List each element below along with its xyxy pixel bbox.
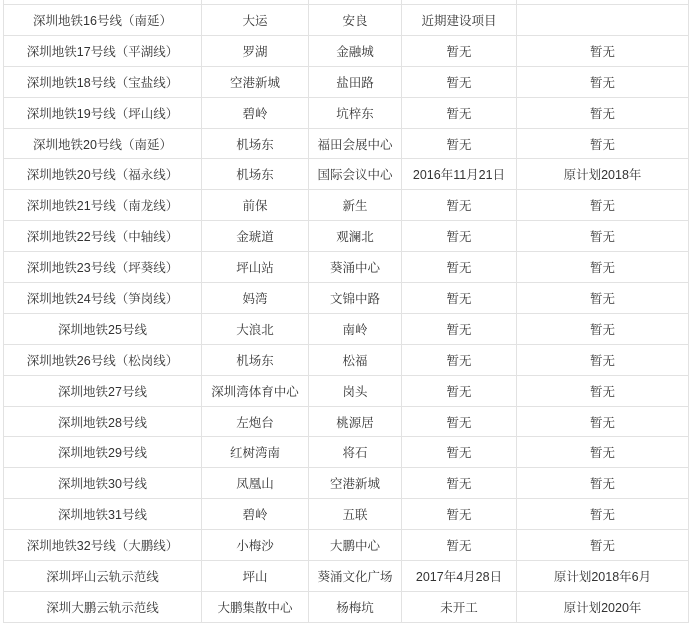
table-cell: 暂无 bbox=[517, 66, 689, 97]
table-row bbox=[4, 468, 689, 499]
table-cell: 暂无 bbox=[402, 468, 517, 499]
table-cell: 五联 bbox=[309, 499, 402, 530]
table-cell: 桃源居 bbox=[309, 406, 402, 437]
table-cell: 暂无 bbox=[517, 437, 689, 468]
table-cell: 大运 bbox=[202, 5, 309, 36]
table-cell: 暂无 bbox=[517, 128, 689, 159]
table-cell: 文锦中路 bbox=[309, 283, 402, 314]
table-cell: 罗湖 bbox=[202, 35, 309, 66]
table-row bbox=[4, 499, 689, 530]
table-cell: 深圳地铁22号线（中轴线） bbox=[4, 221, 202, 252]
table-row bbox=[4, 5, 689, 36]
table-cell: 深圳地铁18号线（宝盐线） bbox=[4, 66, 202, 97]
table-cell: 碧岭 bbox=[202, 97, 309, 128]
table-cell: 空港新城 bbox=[202, 66, 309, 97]
table-cell: 暂无 bbox=[517, 375, 689, 406]
table-cell: 暂无 bbox=[517, 313, 689, 344]
table-cell: 金琥道 bbox=[202, 221, 309, 252]
table-cell: 深圳地铁20号线（福永线） bbox=[4, 159, 202, 190]
table-cell: 暂无 bbox=[517, 406, 689, 437]
table-cell: 暂无 bbox=[402, 97, 517, 128]
table-cell: 深圳地铁24号线（笋岗线） bbox=[4, 283, 202, 314]
table-cell: 暂无 bbox=[402, 375, 517, 406]
table-cell: 暂无 bbox=[517, 283, 689, 314]
table-cell: 2016年11月21日 bbox=[402, 159, 517, 190]
table-cell: 暂无 bbox=[517, 252, 689, 283]
table-cell: 坑梓东 bbox=[309, 97, 402, 128]
table-cell: 观澜北 bbox=[309, 221, 402, 252]
table-cell: 碧岭 bbox=[202, 499, 309, 530]
table-row bbox=[4, 530, 689, 561]
table-cell: 国际会议中心 bbox=[309, 159, 402, 190]
table-cell: 暂无 bbox=[517, 530, 689, 561]
table-cell: 将石 bbox=[309, 437, 402, 468]
table-cell: 暂无 bbox=[402, 190, 517, 221]
table-cell bbox=[517, 5, 689, 36]
table-cell: 暂无 bbox=[517, 344, 689, 375]
table-row bbox=[4, 97, 689, 128]
table-cell: 杨梅坑 bbox=[309, 591, 402, 622]
table-cell: 深圳地铁20号线（南延） bbox=[4, 128, 202, 159]
table-cell: 暂无 bbox=[402, 128, 517, 159]
table-cell: 暂无 bbox=[402, 221, 517, 252]
table-cell: 暂无 bbox=[402, 499, 517, 530]
table-cell: 暂无 bbox=[402, 283, 517, 314]
table-cell: 深圳地铁21号线（南龙线） bbox=[4, 190, 202, 221]
table-cell: 2017年4月28日 bbox=[402, 561, 517, 592]
table-row bbox=[4, 313, 689, 344]
table-row bbox=[4, 344, 689, 375]
table-cell: 前保 bbox=[202, 190, 309, 221]
table-cell: 深圳地铁30号线 bbox=[4, 468, 202, 499]
table-row bbox=[4, 66, 689, 97]
table-cell: 小梅沙 bbox=[202, 530, 309, 561]
table-cell: 南岭 bbox=[309, 313, 402, 344]
table-cell: 深圳湾体育中心 bbox=[202, 375, 309, 406]
table-cell: 暂无 bbox=[517, 499, 689, 530]
table-cell: 原计划2018年6月 bbox=[517, 561, 689, 592]
table-row bbox=[4, 221, 689, 252]
table-cell: 暂无 bbox=[402, 252, 517, 283]
table-cell: 机场东 bbox=[202, 128, 309, 159]
table-cell: 深圳地铁19号线（坪山线） bbox=[4, 97, 202, 128]
table-cell: 暂无 bbox=[402, 437, 517, 468]
table-cell: 葵涌中心 bbox=[309, 252, 402, 283]
table-cell: 坪山 bbox=[202, 561, 309, 592]
table-cell: 暂无 bbox=[402, 313, 517, 344]
table-row bbox=[4, 406, 689, 437]
table-cell: 暂无 bbox=[517, 35, 689, 66]
table-cell: 左炮台 bbox=[202, 406, 309, 437]
table-cell: 暂无 bbox=[517, 468, 689, 499]
table-cell: 暂无 bbox=[402, 406, 517, 437]
table-row bbox=[4, 190, 689, 221]
table-row bbox=[4, 591, 689, 622]
table-cell: 凤凰山 bbox=[202, 468, 309, 499]
table-cell: 深圳地铁23号线（坪葵线） bbox=[4, 252, 202, 283]
table-cell: 暂无 bbox=[402, 66, 517, 97]
table-cell: 红树湾南 bbox=[202, 437, 309, 468]
metro-table-body bbox=[4, 0, 689, 622]
table-cell: 机场东 bbox=[202, 344, 309, 375]
table-cell: 深圳地铁25号线 bbox=[4, 313, 202, 344]
table-cell: 大鹏中心 bbox=[309, 530, 402, 561]
table-row bbox=[4, 437, 689, 468]
table-cell: 机场东 bbox=[202, 159, 309, 190]
table-row bbox=[4, 128, 689, 159]
table-cell: 深圳地铁16号线（南延） bbox=[4, 5, 202, 36]
table-row bbox=[4, 561, 689, 592]
table-row bbox=[4, 283, 689, 314]
table-cell: 暂无 bbox=[517, 221, 689, 252]
table-row bbox=[4, 252, 689, 283]
metro-lines-table bbox=[3, 0, 689, 623]
table-cell: 深圳地铁32号线（大鹏线） bbox=[4, 530, 202, 561]
table-cell: 深圳地铁27号线 bbox=[4, 375, 202, 406]
table-cell: 福田会展中心 bbox=[309, 128, 402, 159]
table-cell: 深圳大鹏云轨示范线 bbox=[4, 591, 202, 622]
table-cell: 深圳地铁26号线（松岗线） bbox=[4, 344, 202, 375]
table-cell: 岗头 bbox=[309, 375, 402, 406]
table-cell: 坪山站 bbox=[202, 252, 309, 283]
table-cell: 暂无 bbox=[402, 35, 517, 66]
table-cell: 空港新城 bbox=[309, 468, 402, 499]
table-cell: 原计划2018年 bbox=[517, 159, 689, 190]
table-cell: 暂无 bbox=[517, 97, 689, 128]
table-cell: 金融城 bbox=[309, 35, 402, 66]
table-cell: 安良 bbox=[309, 5, 402, 36]
table-cell: 暂无 bbox=[517, 190, 689, 221]
table-cell: 松福 bbox=[309, 344, 402, 375]
table-row bbox=[4, 375, 689, 406]
table-cell: 妈湾 bbox=[202, 283, 309, 314]
table-cell: 大鹏集散中心 bbox=[202, 591, 309, 622]
table-cell: 盐田路 bbox=[309, 66, 402, 97]
table-cell: 深圳地铁29号线 bbox=[4, 437, 202, 468]
table-cell: 暂无 bbox=[402, 530, 517, 561]
table-cell: 原计划2020年 bbox=[517, 591, 689, 622]
table-cell: 新生 bbox=[309, 190, 402, 221]
table-cell: 大浪北 bbox=[202, 313, 309, 344]
table-cell: 深圳地铁17号线（平湖线） bbox=[4, 35, 202, 66]
table-cell: 深圳地铁31号线 bbox=[4, 499, 202, 530]
table-row bbox=[4, 159, 689, 190]
table-cell: 未开工 bbox=[402, 591, 517, 622]
table-cell: 近期建设项目 bbox=[402, 5, 517, 36]
table-row bbox=[4, 35, 689, 66]
table-cell: 深圳坪山云轨示范线 bbox=[4, 561, 202, 592]
table-cell: 葵涌文化广场 bbox=[309, 561, 402, 592]
table-cell: 深圳地铁28号线 bbox=[4, 406, 202, 437]
table-cell: 暂无 bbox=[402, 344, 517, 375]
